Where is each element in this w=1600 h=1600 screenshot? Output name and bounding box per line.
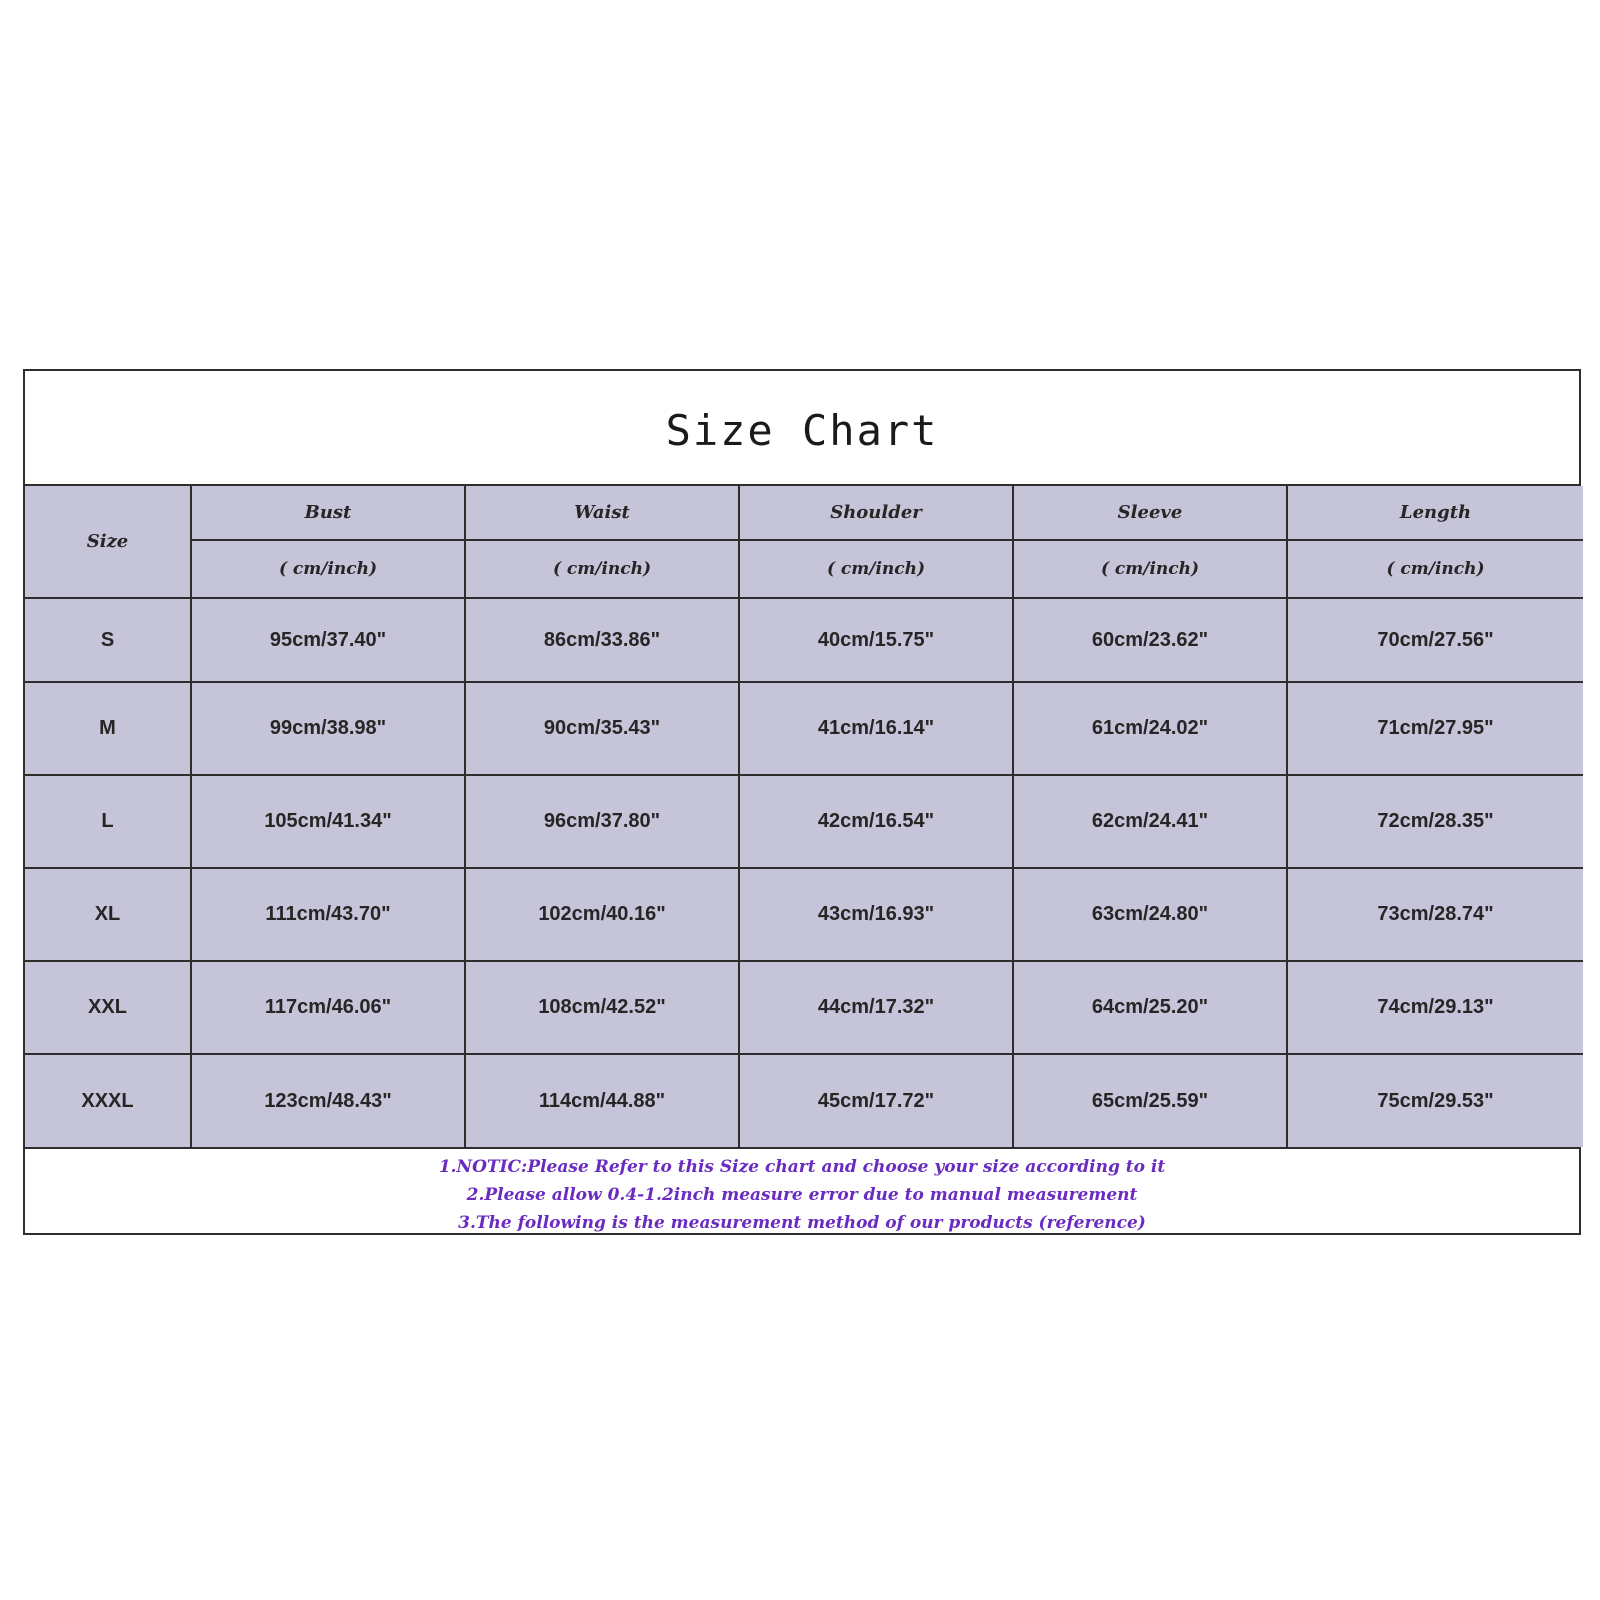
shoulder-value: 41cm/16.14" bbox=[739, 682, 1013, 775]
waist-value: 102cm/40.16" bbox=[465, 868, 739, 961]
waist-value: 86cm/33.86" bbox=[465, 598, 739, 682]
size-label: XXXL bbox=[25, 1054, 191, 1147]
header-shoulder: Shoulder bbox=[739, 486, 1013, 540]
bust-value: 111cm/43.70" bbox=[191, 868, 465, 961]
shoulder-value: 44cm/17.32" bbox=[739, 961, 1013, 1054]
length-value: 73cm/28.74" bbox=[1287, 868, 1583, 961]
length-value: 71cm/27.95" bbox=[1287, 682, 1583, 775]
shoulder-value: 43cm/16.93" bbox=[739, 868, 1013, 961]
size-label: XL bbox=[25, 868, 191, 961]
sleeve-value: 65cm/25.59" bbox=[1013, 1054, 1287, 1147]
length-value: 72cm/28.35" bbox=[1287, 775, 1583, 868]
sleeve-value: 62cm/24.41" bbox=[1013, 775, 1287, 868]
header-waist: Waist bbox=[465, 486, 739, 540]
waist-value: 114cm/44.88" bbox=[465, 1054, 739, 1147]
header-row bbox=[25, 486, 1583, 540]
waist-value: 90cm/35.43" bbox=[465, 682, 739, 775]
header-sleeve: Sleeve bbox=[1013, 486, 1287, 540]
sleeve-value: 64cm/25.20" bbox=[1013, 961, 1287, 1054]
table-row bbox=[25, 1054, 1583, 1147]
header-length: Length bbox=[1287, 486, 1583, 540]
size-table bbox=[25, 486, 1583, 1147]
sleeve-value: 63cm/24.80" bbox=[1013, 868, 1287, 961]
sleeve-value: 60cm/23.62" bbox=[1013, 598, 1287, 682]
unit-sleeve: ( cm/inch) bbox=[1013, 540, 1287, 598]
size-label: S bbox=[25, 598, 191, 682]
waist-value: 108cm/42.52" bbox=[465, 961, 739, 1054]
table-row bbox=[25, 868, 1583, 961]
size-chart bbox=[23, 369, 1581, 1235]
shoulder-value: 42cm/16.54" bbox=[739, 775, 1013, 868]
shoulder-value: 45cm/17.72" bbox=[739, 1054, 1013, 1147]
size-label: XXL bbox=[25, 961, 191, 1054]
note-line: 3.The following is the measurement method of our products (reference) bbox=[458, 1213, 1146, 1233]
table-row bbox=[25, 682, 1583, 775]
unit-waist: ( cm/inch) bbox=[465, 540, 739, 598]
length-value: 70cm/27.56" bbox=[1287, 598, 1583, 682]
table-row bbox=[25, 598, 1583, 682]
unit-length: ( cm/inch) bbox=[1287, 540, 1583, 598]
size-label: M bbox=[25, 682, 191, 775]
table-row bbox=[25, 775, 1583, 868]
waist-value: 96cm/37.80" bbox=[465, 775, 739, 868]
length-value: 74cm/29.13" bbox=[1287, 961, 1583, 1054]
header-size: Size bbox=[25, 486, 191, 598]
shoulder-value: 40cm/15.75" bbox=[739, 598, 1013, 682]
bust-value: 95cm/37.40" bbox=[191, 598, 465, 682]
table-row bbox=[25, 961, 1583, 1054]
bust-value: 123cm/48.43" bbox=[191, 1054, 465, 1147]
bust-value: 117cm/46.06" bbox=[191, 961, 465, 1054]
size-label: L bbox=[25, 775, 191, 868]
chart-title: Size Chart bbox=[665, 406, 939, 455]
bust-value: 99cm/38.98" bbox=[191, 682, 465, 775]
header-bust: Bust bbox=[191, 486, 465, 540]
bust-value: 105cm/41.34" bbox=[191, 775, 465, 868]
title-row bbox=[25, 371, 1579, 486]
unit-row bbox=[25, 540, 1583, 598]
note-line: 1.NOTIC:Please Refer to this Size chart and choose your size according to it bbox=[438, 1157, 1166, 1177]
sleeve-value: 61cm/24.02" bbox=[1013, 682, 1287, 775]
unit-shoulder: ( cm/inch) bbox=[739, 540, 1013, 598]
note-line: 2.Please allow 0.4-1.2inch measure error due to manual measurement bbox=[466, 1185, 1138, 1205]
notes-section bbox=[25, 1147, 1579, 1239]
length-value: 75cm/29.53" bbox=[1287, 1054, 1583, 1147]
unit-bust: ( cm/inch) bbox=[191, 540, 465, 598]
